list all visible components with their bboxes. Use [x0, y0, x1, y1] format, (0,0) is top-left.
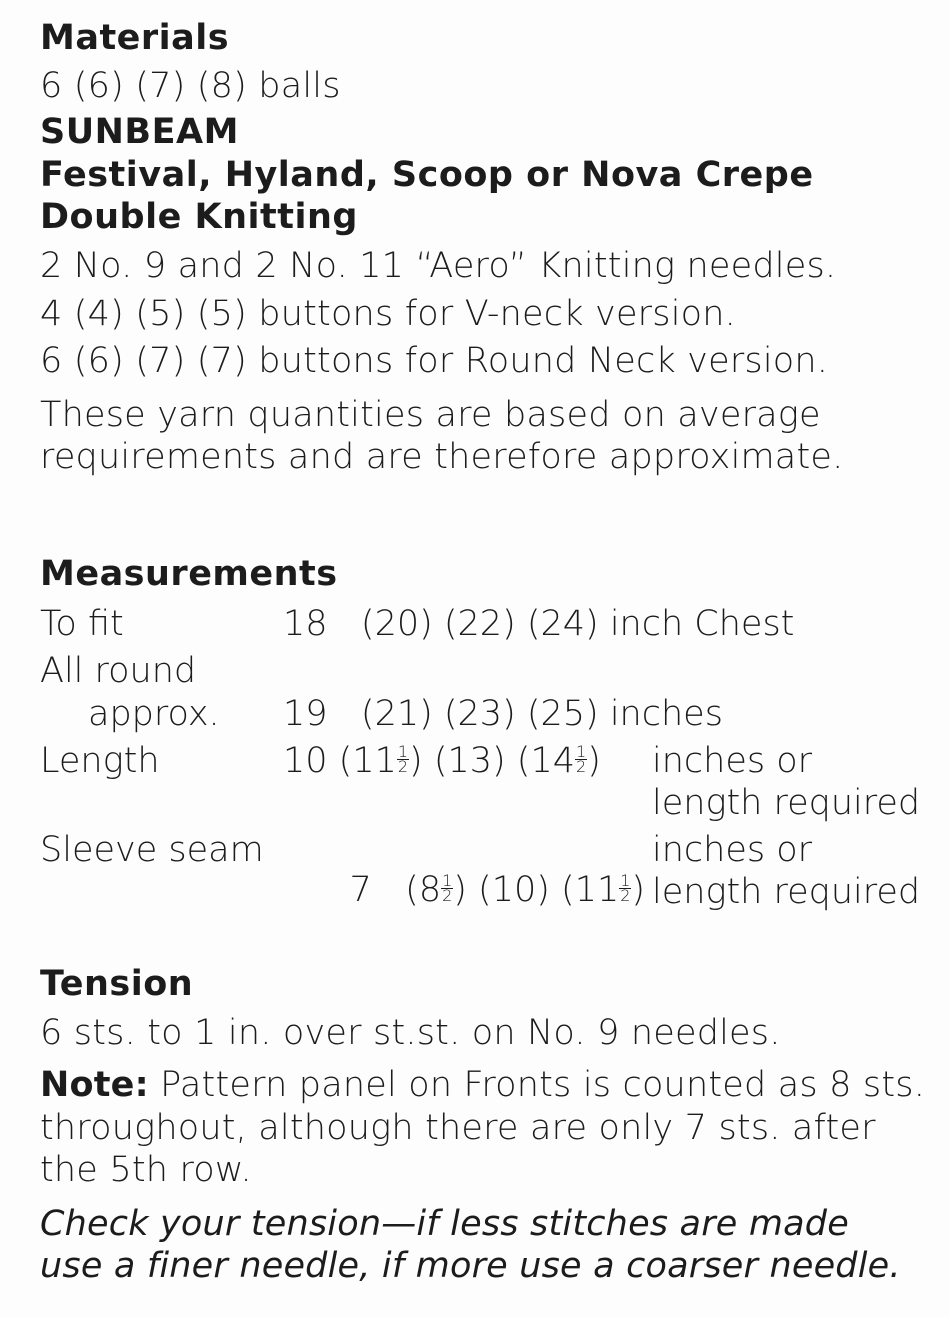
length-values: 10 (11 $\frac{1}{2}$ ) (13) (14 $\frac{1}{2}$ )	[283, 741, 601, 781]
to-fit-label: To fit	[40, 604, 124, 644]
sleeve-unit-line2: length required	[652, 872, 921, 912]
length-unit-line2: length required	[652, 783, 921, 823]
half-fraction: $\frac{1}{2}$	[397, 741, 409, 776]
materials-needles: 2 No. 9 and 2 No. 11 “Aero” Knitting needles.	[40, 246, 837, 286]
materials-note-line1: These yarn quantities are based on average	[40, 395, 821, 435]
tension-note-line2: throughout, although there are only 7 sts. after	[40, 1108, 876, 1148]
all-round-values: 19 (21) (23) (25) inches	[283, 694, 723, 734]
materials-buttons-v: 4 (4) (5) (5) buttons for V-neck version.	[40, 294, 736, 334]
length-unit-line1: inches or	[652, 741, 813, 781]
half-fraction: $\frac{1}{2}$	[620, 870, 631, 905]
length-label: Length	[40, 741, 160, 781]
materials-heading: Materials	[40, 18, 230, 58]
all-round-label-approx: approx.	[88, 694, 220, 734]
all-round-label: All round	[40, 651, 197, 691]
materials-weight: Double Knitting	[40, 197, 358, 237]
tension-heading: Tension	[40, 964, 194, 1004]
measurements-heading: Measurements	[40, 554, 338, 594]
half-fraction: $\frac{1}{2}$	[576, 741, 587, 776]
to-fit-values: 18 (20) (22) (24) inch Chest	[283, 604, 795, 644]
sleeve-seam-values: 7 (8 $\frac{1}{2}$ ) (10) (11 $\frac{1}{2}$ )	[349, 870, 646, 910]
sleeve-seam-label: Sleeve seam	[40, 830, 264, 870]
check-tension-line2: use a finer needle, if more use a coarser needle.	[40, 1246, 901, 1286]
materials-balls: 6 (6) (7) (8) balls	[40, 66, 341, 106]
note-label: Note:	[40, 1065, 149, 1105]
materials-brand: SUNBEAM	[40, 112, 239, 152]
check-tension-line1: Check your tension—if less stitches are made	[40, 1204, 849, 1244]
tension-line: 6 sts. to 1 in. over st.st. on No. 9 needles.	[40, 1013, 781, 1053]
tension-note-line3: the 5th row.	[40, 1150, 252, 1190]
materials-yarns: Festival, Hyland, Scoop or Nova Crepe	[40, 155, 814, 195]
materials-buttons-round: 6 (6) (7) (7) buttons for Round Neck version.	[40, 341, 829, 381]
tension-note-line1: Note: Pattern panel on Fronts is counted as 8 sts.	[40, 1065, 926, 1105]
half-fraction: $\frac{1}{2}$	[442, 870, 453, 905]
sleeve-unit-line1: inches or	[652, 830, 813, 870]
materials-note-line2: requirements and are therefore approximate.	[40, 437, 844, 477]
